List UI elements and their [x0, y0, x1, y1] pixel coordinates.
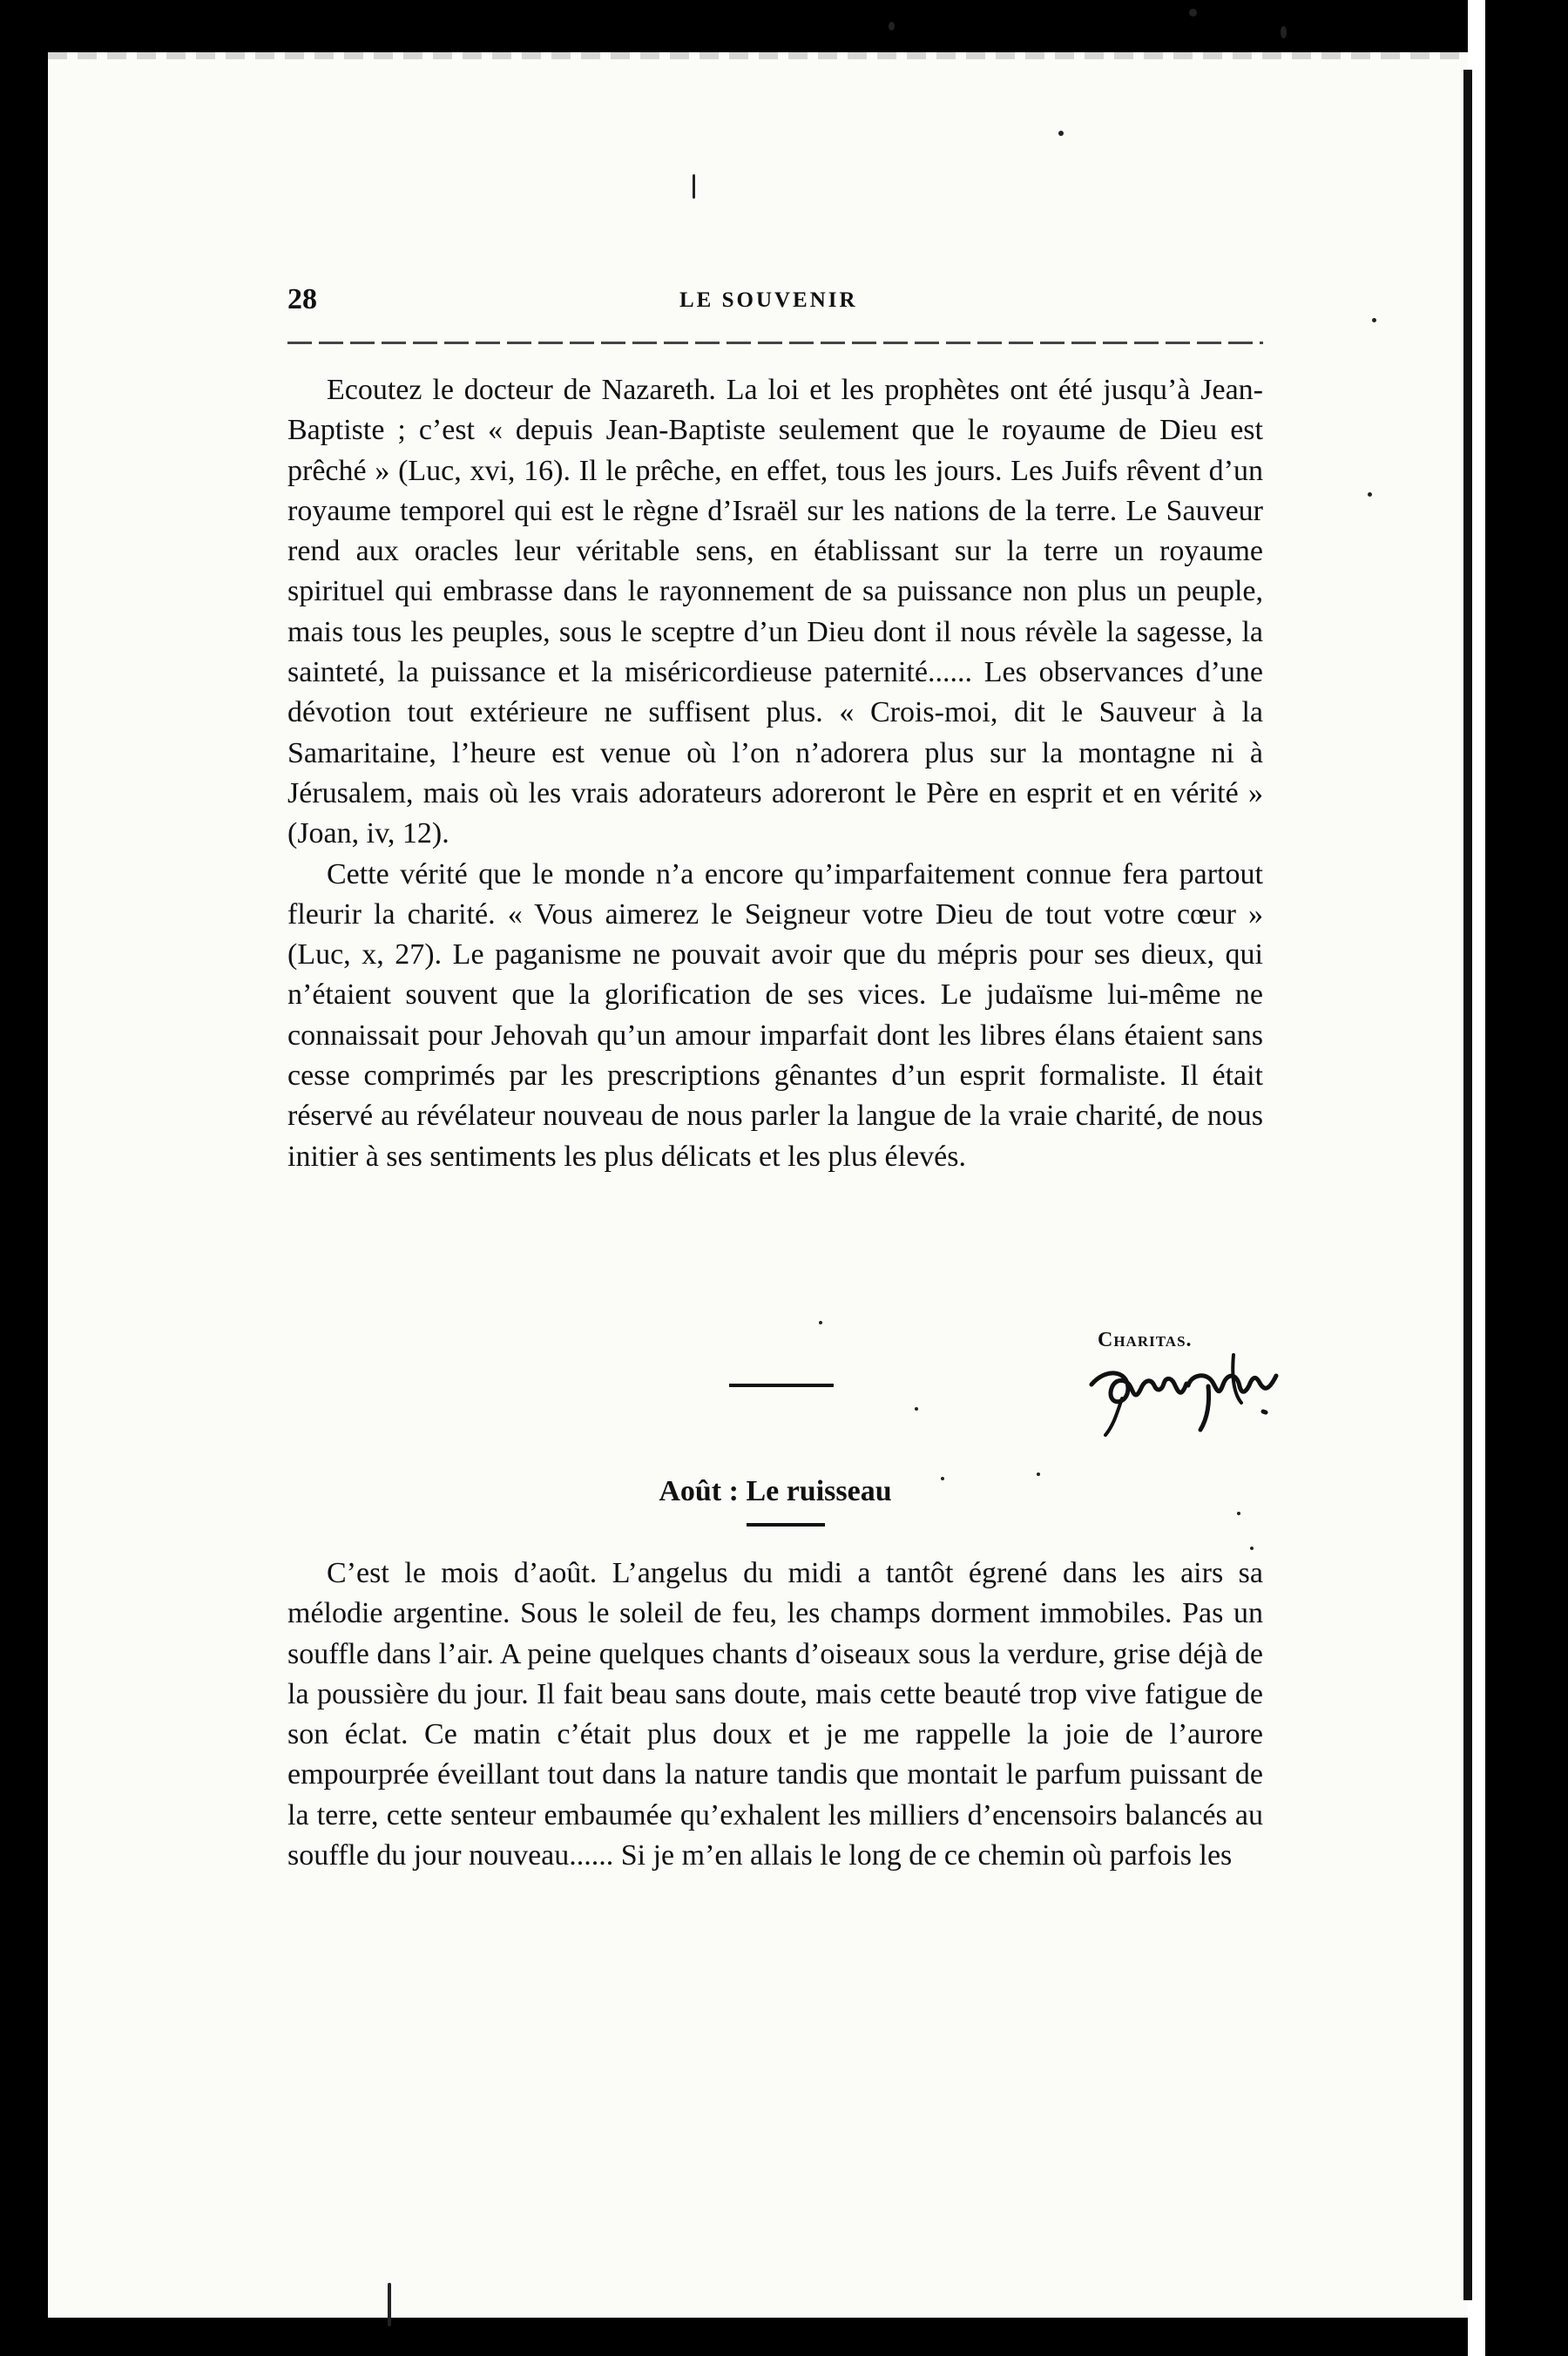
scan-speck: [915, 1407, 918, 1411]
paragraph: Ecoutez le docteur de Nazareth. La loi et les prophètes ont été jusqu’à Jean-Baptiste ; c’est « depuis Jean-Baptiste seulement que le royaume de Dieu est prêché » (Luc, xvi, 16). Il le prêche, en effet, tous les jours. Les Juifs rêvent d’un royaume temporel qui est le règne d’Israël sur les nations de la terre. Le Sauveur rend aux oracles leur véritable sens, en établissant sur la terre un royaume spirituel qui embrasse dans le rayonnement de sa puissance non plus un peuple, mais tous les peuples, sous le sceptre d’un Dieu dont il nous révèle la sagesse, la sainteté, la puissance et la miséricordieuse paternité...... Les observances d’une dévotion tout extérieure ne suffisent plus. « Crois-moi, dit le Sauveur à la Samaritaine, l’heure est venue où l’on n’adorera plus sur la montagne ni à Jérusalem, mais où les vrais adorateurs adoreront le Père en esprit et en vérité » (Joan, iv, 12).: [287, 374, 1263, 850]
scan-speck: [889, 22, 895, 30]
article-section-2: [287, 1554, 1263, 1876]
scan-speck: [819, 1321, 822, 1324]
signature-block: [1098, 1329, 1324, 1451]
article-section-1: [287, 370, 1263, 1177]
scan-speck: [693, 174, 695, 199]
signature-label: Charitas.: [1098, 1329, 1193, 1351]
scan-speck: [388, 2283, 391, 2326]
page-top-edge: [48, 52, 1468, 59]
scan-speck: [1058, 131, 1064, 136]
scan-speck: [1368, 492, 1372, 497]
page-header: [287, 283, 1263, 327]
section-divider: [729, 1384, 834, 1387]
page-number: 28: [287, 283, 317, 315]
scan-speck: [1281, 26, 1287, 38]
paragraph: Cette vérité que le monde n’a encore qu’imparfaitement connue fera partout fleurir la charité. « Vous aimerez le Seigneur votre Dieu de tout votre cœur » (Luc, x, 27). Le paganisme ne pouvait avoir que du mépris pour ses dieux, qui n’étaient souvent que la glorification de ses vices. Le judaïsme lui-même ne connaissait pour Jehovah qu’un amour imparfait dont les libres élans étaient sans cesse comprimés par les prescriptions gênantes d’un esprit formaliste. Il était réservé au révélateur nouveau de nous parler la langue de la vraie charité, de nous initier à ses sentiments les plus délicats et les plus élevés.: [287, 857, 1263, 1173]
scan-speck: [1237, 1512, 1240, 1515]
right-margin-line: [1463, 70, 1472, 2300]
section-divider: [747, 1523, 825, 1527]
scan-speck: [1250, 1547, 1254, 1550]
scan-speck: [1372, 318, 1376, 322]
section-heading: Août : Le ruisseau: [659, 1475, 892, 1508]
running-title: LE SOUVENIR: [679, 288, 858, 312]
paragraph: C’est le mois d’août. L’angelus du midi a tantôt égrené dans les airs sa mélodie argentine. Sous le soleil de feu, les champs dorment immobiles. Pas un souffle dans l’air. A peine quelques chants d’oiseaux sous la verdure, grise déjà de la poussière du jour. Il fait beau sans doute, mais cette beauté trop vive fatigue de son éclat. Ce matin c’était plus doux et je me rappelle la joie de l’aurore empourprée éveillant tout dans la nature tandis que montait le parfum puissant de la terre, cette senteur embaumée qu’exhalent les milliers d’encensoirs balancés au souffle du jour nouveau...... Si je m’en allais le long de ce chemin où parfois les: [287, 1557, 1263, 1872]
header-rule: [287, 342, 1263, 344]
handwritten-signature: [1076, 1344, 1294, 1440]
scan-speck: [1189, 9, 1197, 17]
